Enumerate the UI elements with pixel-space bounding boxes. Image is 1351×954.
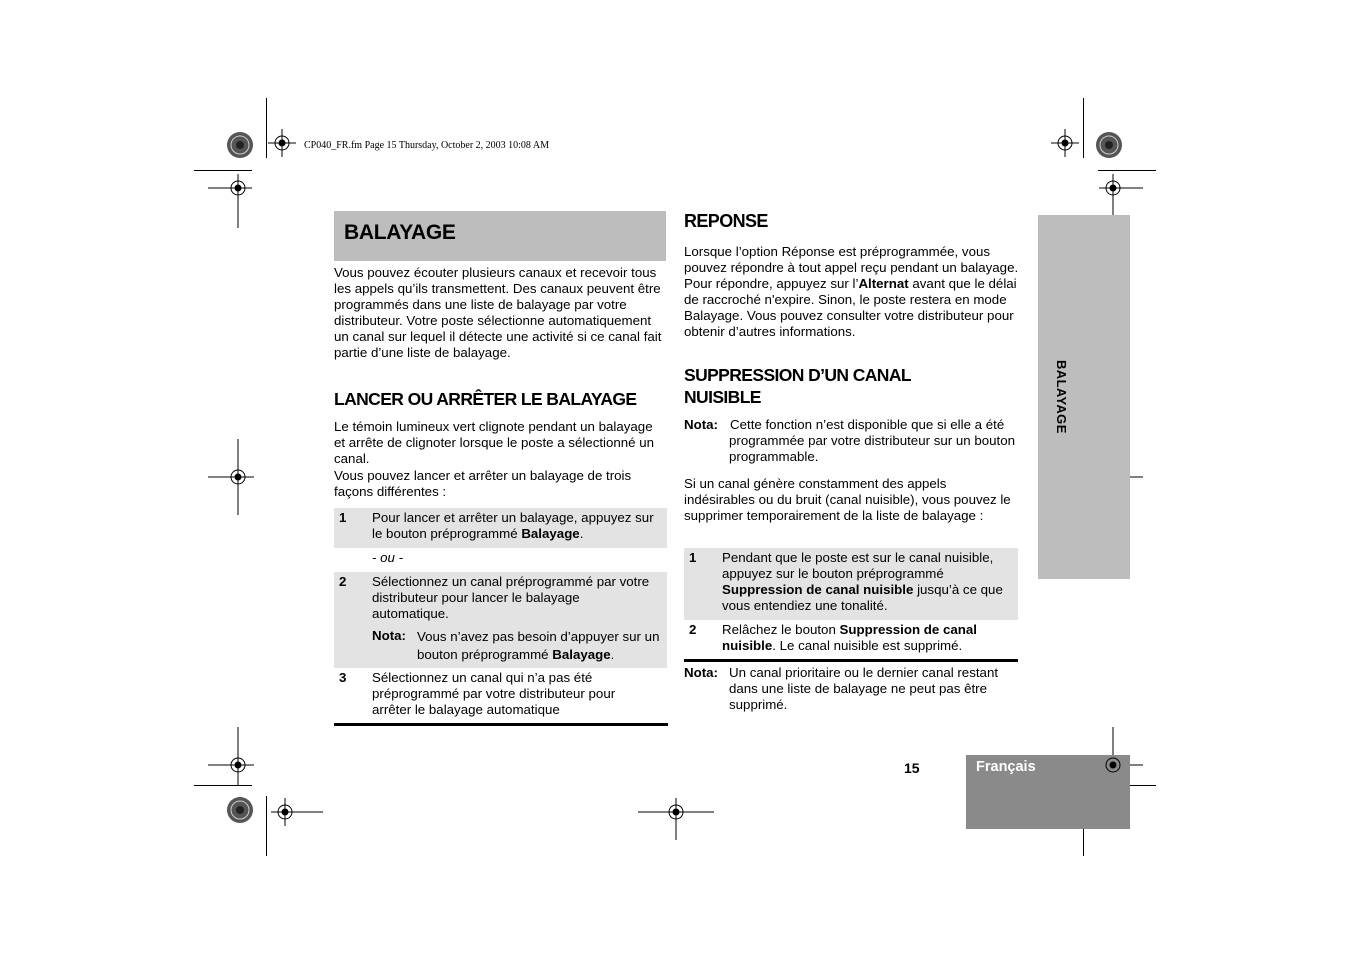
step-number: 3 <box>339 670 347 685</box>
suppression-nota <box>684 417 1019 467</box>
rosette-icon <box>227 132 253 158</box>
suppression-step-2 <box>684 622 1018 658</box>
step-number: 2 <box>689 622 697 637</box>
scan-step-3 <box>334 670 667 722</box>
target-icon <box>208 174 252 228</box>
language-label: Français <box>976 759 1036 775</box>
step-text: Relâchez le bouton Suppression de canal nuisible. Le canal nuisible est supprimé. <box>722 622 977 653</box>
step-text: Sélectionnez un canal qui n’a pas été préprogrammé par votre distributeur pour arrêter le balayage automatique <box>372 670 616 717</box>
step-text: Sélectionnez un canal préprogrammé par votre distributeur pour lancer le balayage automatique. <box>372 574 650 621</box>
target-icon <box>208 727 254 785</box>
section-title: BALAYAGE <box>344 221 456 244</box>
intro-paragraph: Vous pouvez écouter plusieurs canaux et recevoir tous les appels qu’ils transmettent. Des canaux peuvent être programmés dans une liste de balayage par votre distributeur. Votre poste sélectionne automatiquement un canal sur lequel il détecte une activité si ce canal fait partie d’une liste de balayage. <box>334 265 662 360</box>
step-number: 1 <box>689 550 697 565</box>
scan-paragraph-2: Vous pouvez lancer et arrêter un balayage de trois façons différentes : <box>334 468 632 499</box>
suppression-paragraph: Si un canal génère constamment des appels indésirables ou du bruit (canal nuisible), vous pouvez le supprimer temporairement de la liste de balayage : <box>684 476 1011 523</box>
or-separator: - ou - <box>372 550 404 565</box>
nota-text: Un canal prioritaire ou le dernier canal restant dans une liste de balayage ne peut pas être supprimé. <box>729 665 999 712</box>
table-end-rule <box>334 723 668 726</box>
suppression-nota-2 <box>684 665 1019 715</box>
step-number: 2 <box>339 574 347 589</box>
chapter-side-tab-label: BALAYAGE <box>1054 360 1069 434</box>
rosette-icon <box>227 797 253 823</box>
nota-text: Vous n’avez pas besoin d’appuyer sur un bouton préprogrammé Balayage. <box>417 629 660 662</box>
nota-label: Nota: <box>684 417 718 432</box>
target-icon <box>208 439 254 515</box>
subsection-title-reponse: REPONSE <box>684 211 768 231</box>
section-title-box <box>334 211 666 261</box>
target-icon <box>268 129 296 157</box>
step-text: Pendant que le poste est sur le canal nuisible, appuyez sur le bouton préprogrammé Suppression de canal nuisible jusqu’à ce que vous entendiez une tonalité. <box>722 550 1003 613</box>
footer-registration-targets <box>1090 745 1150 835</box>
subsection-title-suppression: SUPPRESSION D’UN CANAL NUISIBLE <box>684 365 911 407</box>
chapter-side-tab-label-wrap <box>1047 360 1077 460</box>
running-header: CP040_FR.fm Page 15 Thursday, October 2, 2003 10:08 AM <box>304 140 549 151</box>
reponse-paragraph: Lorsque l’option Réponse est préprogrammée, vous pouvez répondre à tout appel reçu pendant un balayage. Pour répondre, appuyez sur l’Alternat avant que le délai de raccroché n'expire. Sinon, le poste restera en mode Balayage. Vous pouvez consulter votre distributeur pour obtenir d’autres informations. <box>684 244 1019 339</box>
suppression-step-1 <box>684 548 1018 620</box>
rosette-icon <box>1096 132 1122 158</box>
target-icon <box>638 798 714 840</box>
table-end-rule <box>684 659 1018 662</box>
nota-label: Nota: <box>372 628 406 643</box>
page-number: 15 <box>904 760 920 776</box>
nota-label: Nota: <box>684 665 718 680</box>
step-text: Pour lancer et arrêter un balayage, appuyez sur le bouton préprogrammé Balayage. <box>372 510 654 541</box>
scan-step-2 <box>334 572 667 668</box>
target-icon <box>1051 129 1079 157</box>
scan-step-1 <box>334 508 667 548</box>
subsection-title-scan: LANCER OU ARRÊTER LE BALAYAGE <box>334 389 637 409</box>
step-number: 1 <box>339 510 347 525</box>
scan-paragraph-1: Le témoin lumineux vert clignote pendant un balayage et arrête de clignoter lorsque le poste a sélectionné un canal. <box>334 419 655 466</box>
target-icon <box>271 798 323 826</box>
nota-text: Cette fonction n’est disponible que si elle a été programmée par votre distributeur sur un bouton programmable. <box>729 417 1016 464</box>
